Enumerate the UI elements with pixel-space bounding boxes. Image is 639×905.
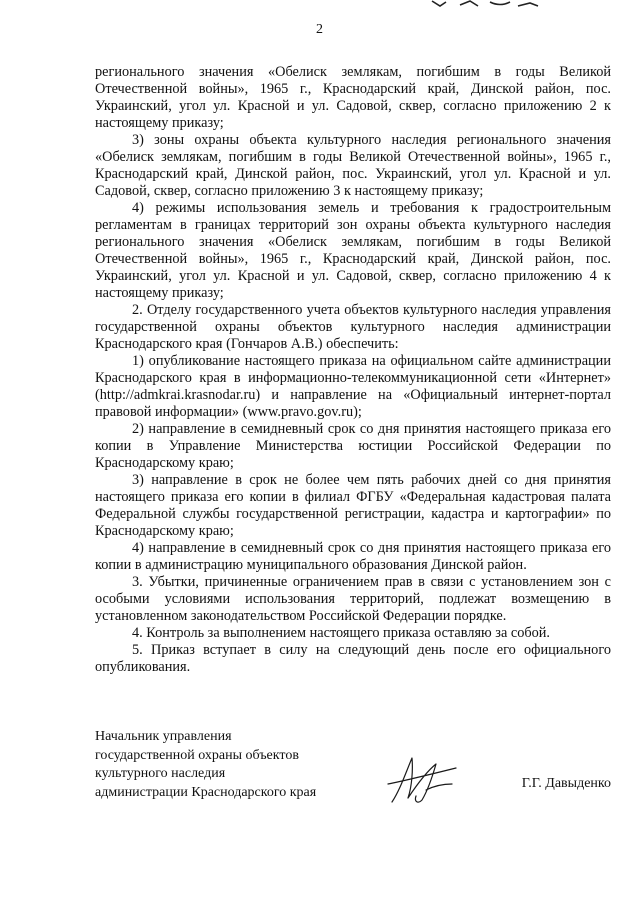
paragraph: 3) направление в срок не более чем пять рабочих дней со дня принятия настоящего приказа его копии в филиал ФГБУ «Федеральная кадастровая палата Федеральной службы государственной регистрации, кадастра и картографии» по Краснодарскому краю; [95, 472, 611, 539]
page-number: 2 [316, 22, 323, 37]
signatory-title [95, 728, 316, 802]
signatory-title-line: Начальник управления [95, 729, 232, 744]
paragraph: 4) режимы использования земель и требования к градостроительным регламентам в границах территорий зон охраны объекта культурного наследия регионального значения «Обелиск землякам, погибшим в годы Великой Отечественной войны», 1965 г., Краснодарский край, Динской район, пос. Украинский, угол ул. Красной и ул. Садовой, сквер, согласно приложению 4 к настоящему приказу; [95, 200, 611, 301]
paragraph: регионального значения «Обелиск землякам, погибшим в годы Великой Отечественной войны», 1965 г., Краснодарский край, Динской район, пос. Украинский, угол ул. Красной и ул. Садовой, сквер, согласно приложению 2 к настоящему приказу; [95, 64, 611, 131]
paragraph: 3) зоны охраны объекта культурного наследия регионального значения «Обелиск землякам, погибшим в годы Великой Отечественной войны», 1965 г., Краснодарский край, Динской район, пос. Украинский, угол ул. Красной и ул. Садовой, сквер, согласно приложению 3 к настоящему приказу; [95, 132, 611, 199]
signatory-title-line: администрации Краснодарского края [95, 784, 317, 800]
signatory-title-line: культурного наследия [95, 766, 226, 782]
paragraph: 5. Приказ вступает в силу на следующий день после его официального опубликования. [95, 642, 611, 675]
signature-block [95, 728, 611, 818]
paragraph: 3. Убытки, причиненные ограничением прав в связи с установлением зон с особыми условиями использования территорий, подлежат возмещению в установленном законодательством Российской Федерации порядке. [95, 574, 611, 624]
paragraph: 4) направление в семидневный срок со дня принятия настоящего приказа его копии в администрацию муниципального образования Динской район. [95, 540, 611, 573]
signatory-title-line: государственной охраны объектов [95, 747, 299, 763]
top-edge-marks [430, 0, 540, 8]
handwritten-signature [382, 750, 462, 810]
paragraph: 4. Контроль за выполнением настоящего приказа оставляю за собой. [132, 625, 551, 641]
paragraph: 1) опубликование настоящего приказа на официальном сайте администрации Краснодарского края в информационно-телекоммуникационной сети «Интернет» (http://admkrai.krasnodar.ru) и направление на «Официальный интернет-портал правовой информации» (www.pravo.gov.ru); [95, 353, 611, 420]
signatory-name: Г.Г. Давыденко [521, 776, 611, 791]
paragraph: 2) направление в семидневный срок со дня принятия настоящего приказа его копии в Управление Министерства юстиции Российской Федерации по Краснодарскому краю; [95, 421, 611, 471]
document-body [95, 64, 611, 676]
paragraph: 2. Отделу государственного учета объектов культурного наследия управления государственной охраны объектов культурного наследия администрации Краснодарского края (Гончаров А.В.) обеспечить: [95, 302, 611, 352]
